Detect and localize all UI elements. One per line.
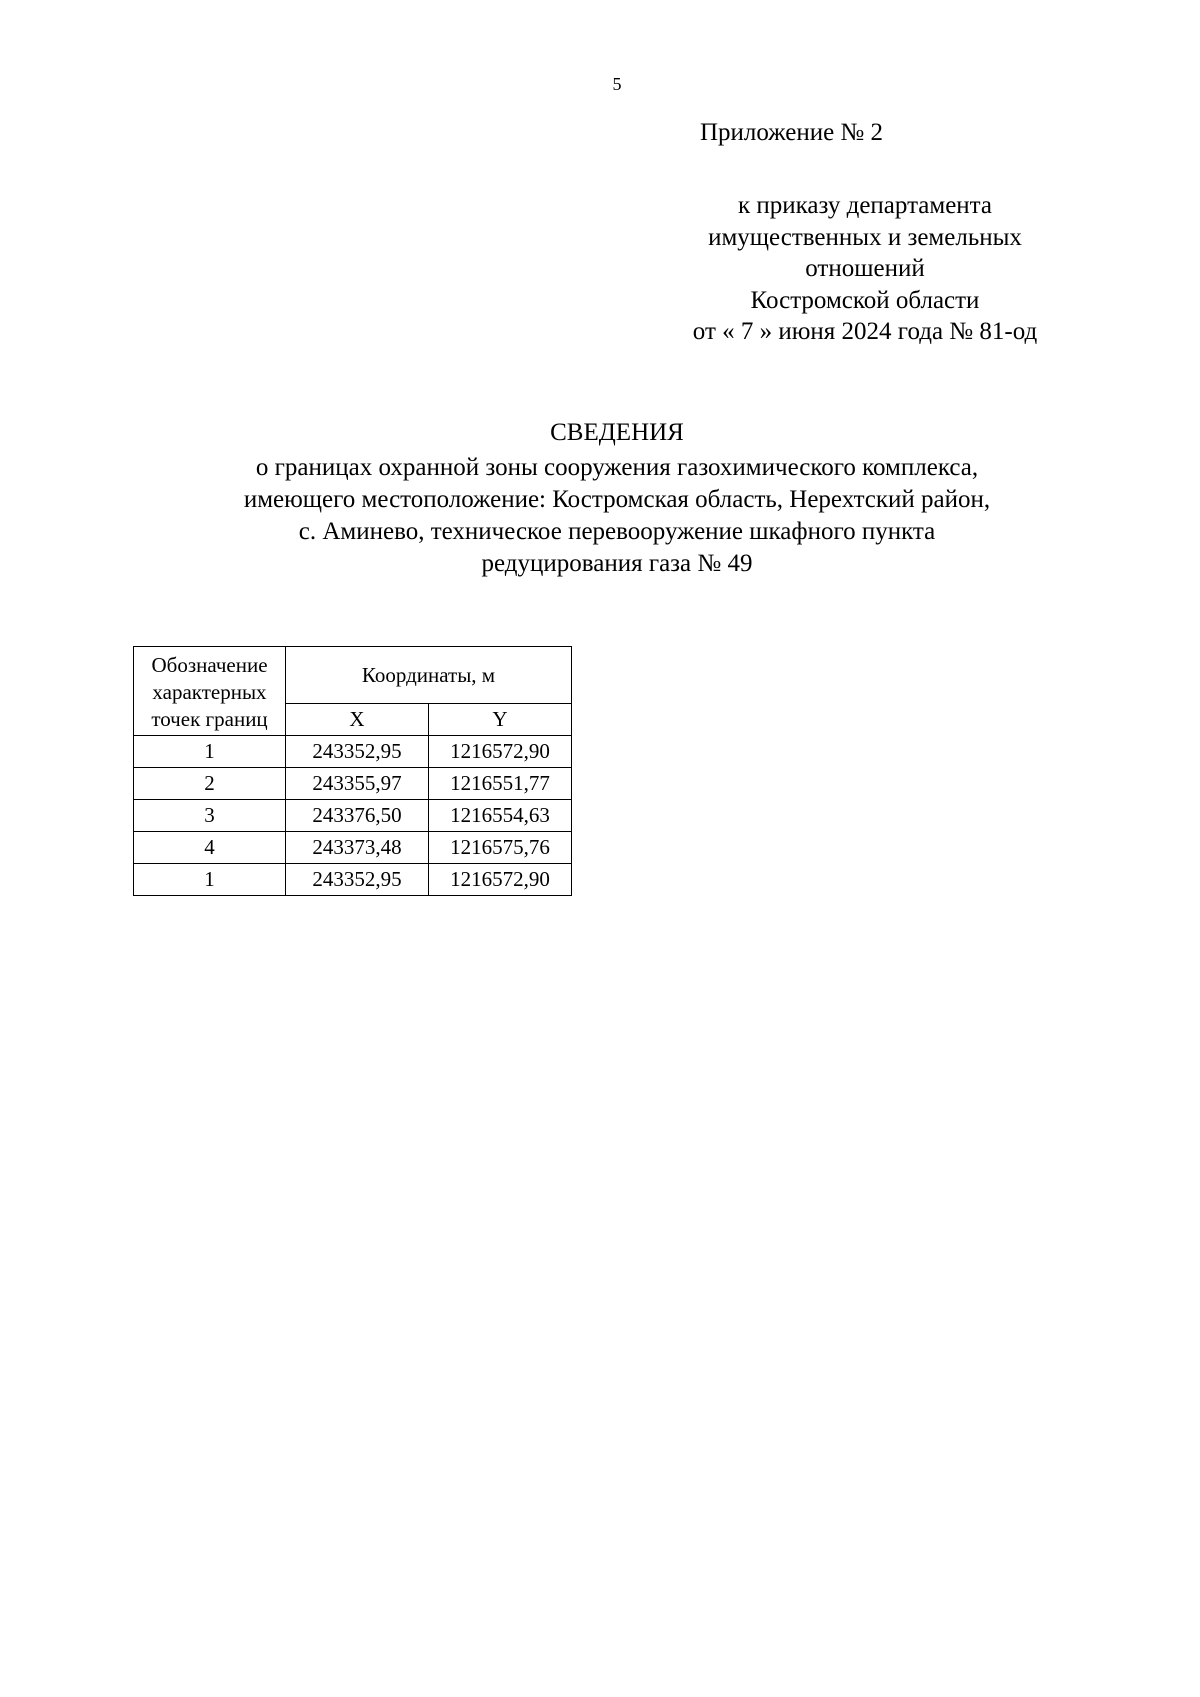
y-cell: 1216554,63 (429, 800, 572, 832)
y-cell: 1216575,76 (429, 832, 572, 864)
subtitle-line: редуцирования газа № 49 (481, 550, 753, 577)
y-cell: 1216572,90 (429, 864, 572, 896)
point-header-line: Обозначение (151, 652, 268, 677)
point-cell: 1 (134, 864, 286, 896)
table-row (134, 768, 572, 800)
coordinates-header: Координаты, м (286, 647, 572, 704)
subtitle-line: о границах охранной зоны сооружения газохимического комплекса, (255, 454, 979, 481)
table-row (134, 800, 572, 832)
y-cell: 1216551,77 (429, 768, 572, 800)
coordinates-table (133, 646, 572, 896)
appendix-title: Приложение № 2 (700, 119, 884, 146)
x-cell: 243352,95 (286, 736, 429, 768)
table-row (134, 832, 572, 864)
order-reference (640, 190, 1090, 348)
order-line: отношений (805, 255, 925, 282)
x-header: X (286, 704, 429, 736)
x-cell: 243376,50 (286, 800, 429, 832)
y-header: Y (429, 704, 572, 736)
document-heading: СВЕДЕНИЯ (550, 419, 684, 446)
order-line: к приказу департамента (737, 192, 993, 219)
point-designation-header (134, 647, 286, 736)
order-line-date: от « 7 » июня 2024 года № 81-од (692, 318, 1038, 345)
subtitle-line: имеющего местоположение: Костромская область, Нерехтский район, (243, 486, 991, 513)
x-cell: 243355,97 (286, 768, 429, 800)
point-cell: 3 (134, 800, 286, 832)
point-cell: 1 (134, 736, 286, 768)
table-row (134, 864, 572, 896)
subtitle-line: с. Аминево, техническое перевооружение шкафного пункта (298, 518, 936, 545)
point-header-line: характерных (152, 679, 267, 704)
y-cell: 1216572,90 (429, 736, 572, 768)
table-header-row (134, 647, 572, 704)
order-line: Костромской области (750, 286, 980, 314)
point-cell: 2 (134, 768, 286, 800)
page-number: 5 (612, 74, 622, 94)
x-cell: 243352,95 (286, 864, 429, 896)
point-header-line: точек границ (151, 706, 268, 731)
point-cell: 4 (134, 832, 286, 864)
order-line: имущественных и земельных (708, 223, 1022, 251)
x-cell: 243373,48 (286, 832, 429, 864)
table-row (134, 736, 572, 768)
document-subtitle (0, 452, 1200, 580)
